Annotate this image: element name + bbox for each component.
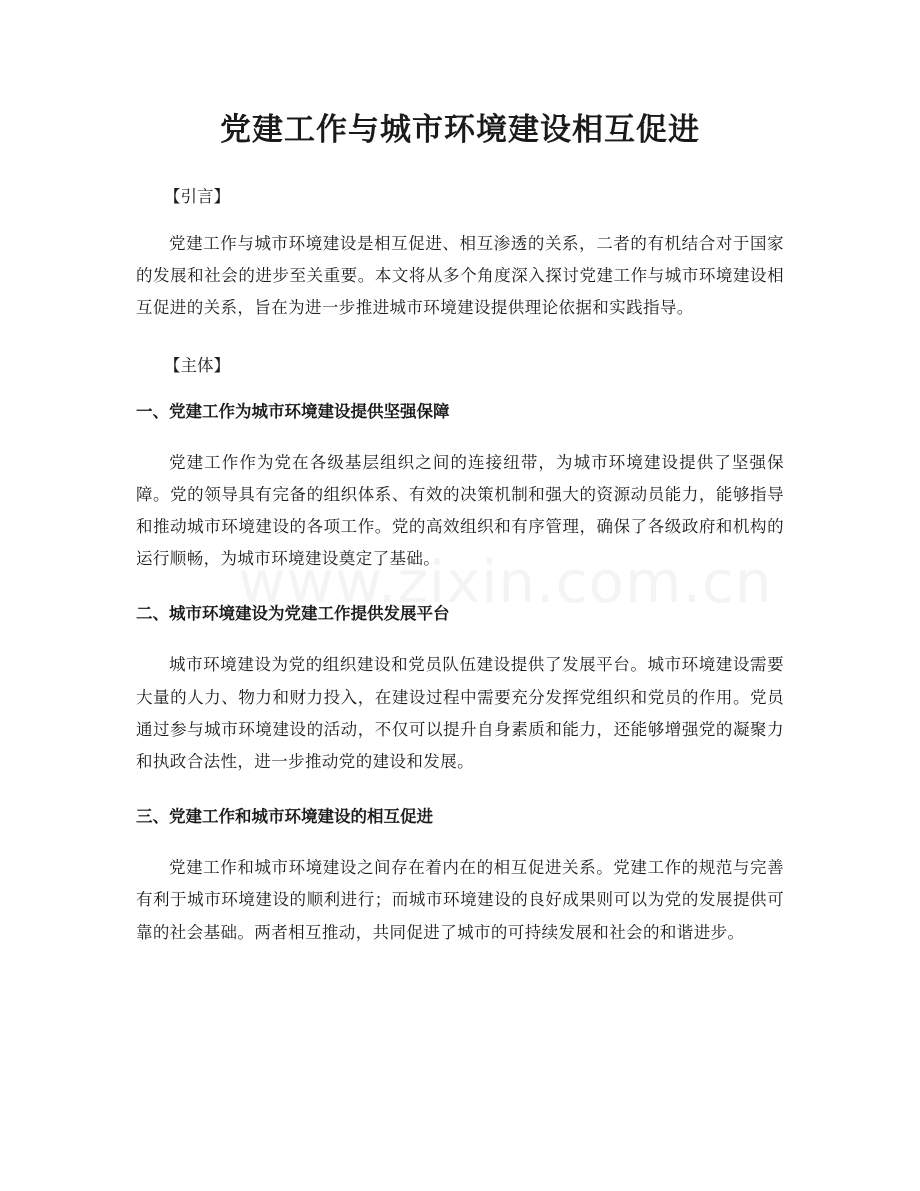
section-1 — [136, 397, 784, 576]
document-body — [136, 104, 784, 973]
page-title: 党建工作与城市环境建设相互促进 — [220, 112, 700, 148]
section-paragraph: 党建工作作为党在各级基层组织之间的连接纽带，为城市环境建设提供了坚强保障。党的领导具有完备的组织体系、有效的决策机制和强大的资源动员能力，能够指导和推动城市环境建设的各项工作。党的高效组织和有序管理，确保了各级政府和机构的运行顺畅，为城市环境建设奠定了基础。 — [136, 452, 784, 569]
section-heading: 三、党建工作和城市环境建设的相互促进 — [136, 807, 433, 827]
section-heading: 二、城市环境建设为党建工作提供发展平台 — [136, 604, 450, 624]
section-paragraph: 城市环境建设为党的组织建设和党员队伍建设提供了发展平台。城市环境建设需要大量的人力、物力和财力投入，在建设过程中需要充分发挥党组织和党员的作用。党员通过参与城市环境建设的活动，不仅可以提升自身素质和能力，还能够增强党的凝聚力和执政合法性，进一步推动党的建设和发展。 — [136, 655, 784, 772]
section-heading: 一、党建工作为城市环境建设提供坚强保障 — [136, 401, 450, 421]
intro-paragraph: 党建工作与城市环境建设是相互促进、相互渗透的关系，二者的有机结合对于国家的发展和社会的进步至关重要。本文将从多个角度深入探讨党建工作与城市环境建设相互促进的关系，旨在为进一步推进城市环境建设提供理论依据和实践指导。 — [136, 234, 784, 318]
intro-marker: 【引言】 — [164, 187, 230, 206]
section-paragraph: 党建工作和城市环境建设之间存在着内在的相互促进关系。党建工作的规范与完善有利于城市环境建设的顺利进行；而城市环境建设的良好成果则可以为党的发展提供可靠的社会基础。两者相互推动，共同促进了城市的可持续发展和社会的和谐进步。 — [136, 858, 784, 942]
section-3 — [136, 802, 784, 949]
section-2 — [136, 599, 784, 778]
body-marker: 【主体】 — [164, 355, 230, 375]
